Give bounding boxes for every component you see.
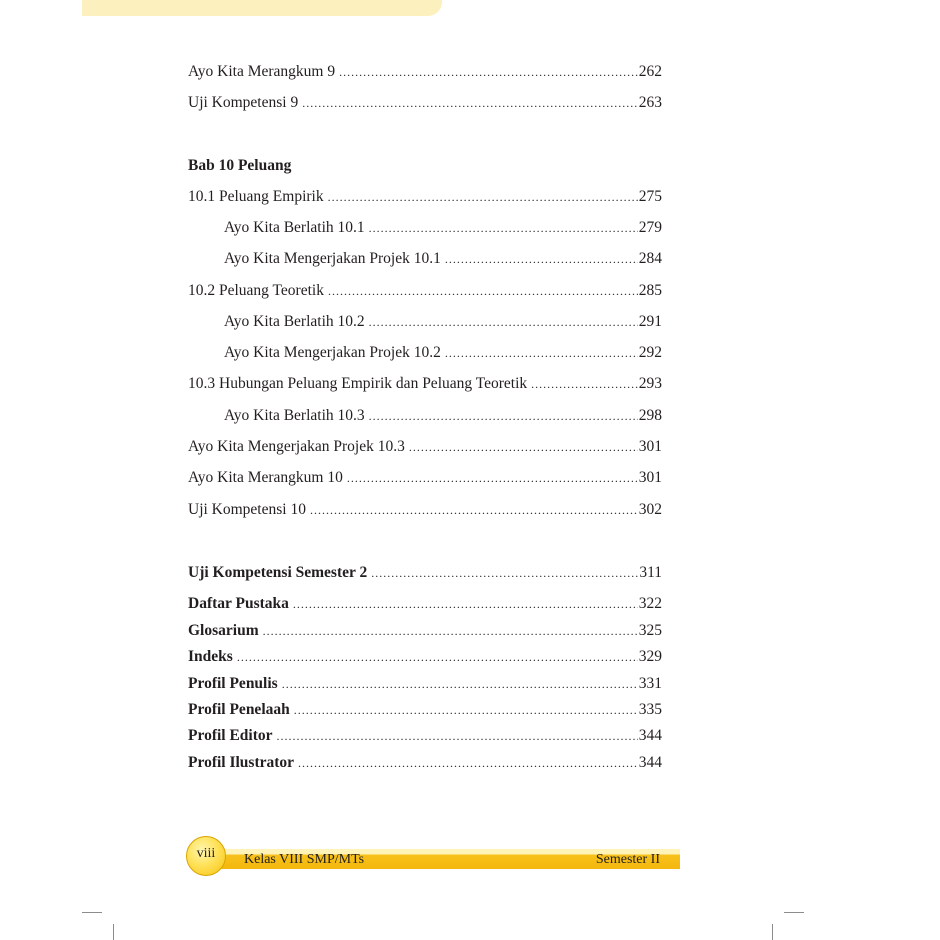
toc-row-profil-penelaah[interactable] [188,700,662,720]
dot-leader [445,249,638,269]
toc-row-projek-10-2[interactable] [224,343,662,363]
toc-entry-label: Ayo Kita Berlatih 10.3 [224,407,365,424]
toc-entry-label: Ayo Kita Merangkum 10 [188,469,343,486]
dot-leader [328,187,638,207]
toc-entry-label: Uji Kompetensi 10 [188,501,306,518]
toc-entry-label: Glosarium [188,622,259,639]
toc-entry-page: 284 [638,250,662,267]
toc-row-projek-10-1[interactable] [224,249,662,269]
dot-leader [263,621,638,641]
toc-entry-page: 311 [639,564,662,581]
toc-row-ayo-kita-berlatih-10-1[interactable] [224,218,662,238]
toc-entry-label: Ayo Kita Mengerjakan Projek 10.3 [188,438,405,455]
toc-entry-page: 291 [638,313,662,330]
toc-row-uji-kompetensi-10[interactable] [188,500,662,520]
dot-leader [277,726,638,746]
crop-mark [784,912,804,913]
dot-leader [369,218,638,238]
toc-entry-page: 285 [638,282,662,299]
dot-leader [531,374,638,394]
toc-row-profil-penulis[interactable] [188,674,662,694]
page-number: viii [196,846,216,861]
dot-leader [409,437,638,457]
crop-mark [113,924,114,940]
toc-row-indeks[interactable] [188,647,662,667]
toc-entry-page: 262 [638,63,662,80]
chapter-heading: Bab 10 Peluang [188,157,292,174]
dot-leader [302,93,638,113]
toc-entry-page: 325 [638,622,662,639]
footer-semester-label: Semester II [595,852,660,867]
toc-entry-label: Ayo Kita Mengerjakan Projek 10.2 [224,344,441,361]
toc-row-peluang-teoretik[interactable] [188,281,662,301]
toc-row-projek-10-3[interactable] [188,437,662,457]
toc-entry-label: Profil Editor [188,727,273,744]
dot-leader [298,753,638,773]
toc-entry-page: 302 [638,501,662,518]
toc-entry-page: 263 [638,94,662,111]
toc-row-profil-ilustrator[interactable] [188,753,662,773]
toc-entry-label: Profil Penulis [188,675,278,692]
toc-entry-label: Daftar Pustaka [188,595,289,612]
dot-leader [347,468,638,488]
dot-leader [369,406,638,426]
toc-entry-label: Ayo Kita Berlatih 10.2 [224,313,365,330]
page-number-badge [186,836,226,876]
dot-leader [237,647,638,667]
dot-leader [294,700,638,720]
dot-leader [445,343,638,363]
toc-entry-page: 331 [638,675,662,692]
toc-entry-label: Uji Kompetensi 9 [188,94,299,111]
toc-entry-label: 10.1 Peluang Empirik [188,188,324,205]
toc-row-profil-editor[interactable] [188,726,662,746]
toc-entry-label: Ayo Kita Berlatih 10.1 [224,219,365,236]
toc-row-ayo-kita-merangkum-9[interactable] [188,62,662,82]
dot-leader [310,500,638,520]
toc-entry-page: 275 [638,188,662,205]
toc-row-peluang-empirik[interactable] [188,187,662,207]
toc-row-hubungan-peluang[interactable] [188,374,662,394]
toc-entry-label: Ayo Kita Mengerjakan Projek 10.1 [224,250,441,267]
dot-leader [369,312,638,332]
dot-leader [293,594,638,614]
toc-row-daftar-pustaka[interactable] [188,594,662,614]
toc-entry-page: 293 [638,375,662,392]
toc-entry-page: 279 [638,219,662,236]
toc-row-ayo-kita-berlatih-10-2[interactable] [224,312,662,332]
toc-row-uji-kompetensi-9[interactable] [188,93,662,113]
toc-entry-label: Uji Kompetensi Semester 2 [188,564,368,581]
toc-entry-page: 335 [638,701,662,718]
toc-entry-page: 322 [638,595,662,612]
toc-entry-page: 344 [638,754,662,771]
toc-row-uji-kompetensi-semester-2[interactable] [188,563,662,583]
toc-entry-page: 298 [638,407,662,424]
toc-entry-page: 301 [638,438,662,455]
dot-leader [339,62,638,82]
toc-entry-label: 10.3 Hubungan Peluang Empirik dan Peluang Teoretik [188,375,528,392]
top-decorative-tab [82,0,442,16]
toc-entry-page: 344 [638,727,662,744]
toc-row-ayo-kita-berlatih-10-3[interactable] [224,406,662,426]
crop-mark [772,924,773,940]
toc-row-glosarium[interactable] [188,621,662,641]
toc-entry-page: 301 [638,469,662,486]
toc-entry-label: Profil Ilustrator [188,754,295,771]
toc-entry-label: Profil Penelaah [188,701,290,718]
toc-entry-label: Ayo Kita Merangkum 9 [188,63,336,80]
toc-entry-page: 292 [638,344,662,361]
toc-entry-label: 10.2 Peluang Teoretik [188,282,324,299]
dot-leader [371,563,638,583]
footer-class-label: Kelas VIII SMP/MTs [244,852,365,867]
toc-row-ayo-kita-merangkum-10[interactable] [188,468,662,488]
dot-leader [328,281,638,301]
crop-mark [82,912,102,913]
dot-leader [282,674,638,694]
toc-entry-page: 329 [638,648,662,665]
toc-entry-label: Indeks [188,648,233,665]
